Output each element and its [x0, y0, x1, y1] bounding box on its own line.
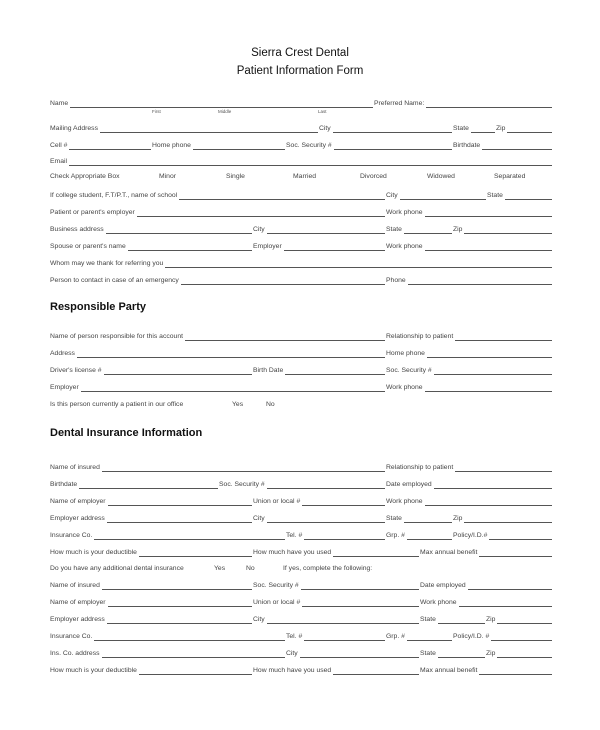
- field-label-address: Address: [50, 350, 75, 357]
- field-label-state: State: [386, 515, 402, 522]
- field-label-work-phone: Work phone: [386, 209, 423, 216]
- soc-security-input[interactable]: [434, 374, 552, 375]
- field-label-name-of-employer: Name of employer: [50, 498, 106, 505]
- whom-may-we-thank-for-referring-you-input[interactable]: [165, 267, 552, 268]
- tel-input[interactable]: [304, 539, 385, 540]
- field-label-spouse-or-parent-s-name: Spouse or parent's name: [50, 243, 126, 250]
- option-do-you-have-any-additional-dental-insurance: Do you have any additional dental insurance: [50, 565, 184, 572]
- field-label-tel: Tel. #: [286, 532, 303, 539]
- field-label-home-phone: Home phone: [386, 350, 425, 357]
- field-label-union-or-local: Union or local #: [253, 599, 301, 606]
- field-label-name-of-insured: Name of insured: [50, 582, 100, 589]
- name-of-employer-input[interactable]: [108, 606, 252, 607]
- preferred-name-input[interactable]: [426, 107, 552, 108]
- field-label-business-address: Business address: [50, 226, 104, 233]
- option-check-appropriate-box: Check Appropriate Box: [50, 173, 120, 180]
- field-label-ins-co-address: Ins. Co. address: [50, 650, 100, 657]
- city-input[interactable]: [267, 623, 419, 624]
- work-phone-input[interactable]: [425, 216, 552, 217]
- name-of-employer-input[interactable]: [108, 505, 252, 506]
- field-label-work-phone: Work phone: [420, 599, 457, 606]
- home-phone-input[interactable]: [427, 357, 552, 358]
- max-annual-benefit-input[interactable]: [479, 556, 552, 557]
- field-label-preferred-name: Preferred Name:: [374, 100, 425, 107]
- field-label-soc-security: Soc. Security #: [253, 582, 299, 589]
- field-label-work-phone: Work phone: [386, 243, 423, 250]
- field-label-state: State: [487, 192, 503, 199]
- field-label-relationship-to-patient: Relationship to patient: [386, 464, 454, 471]
- option-separated[interactable]: Separated: [494, 173, 526, 180]
- field-label-name-of-employer: Name of employer: [50, 599, 106, 606]
- state-input[interactable]: [404, 233, 452, 234]
- field-label-city: City: [386, 192, 398, 199]
- state-input[interactable]: [438, 657, 485, 658]
- employer-input[interactable]: [81, 391, 385, 392]
- tel-input[interactable]: [304, 640, 385, 641]
- name-input[interactable]: [70, 107, 373, 108]
- city-input[interactable]: [267, 522, 385, 523]
- option-if-yes-complete-the-following[interactable]: If yes, complete the following:: [283, 565, 373, 572]
- name-sublabel-last: Last: [318, 109, 327, 114]
- field-label-grp: Grp. #: [386, 532, 405, 539]
- grp-input[interactable]: [407, 640, 452, 641]
- soc-security-input[interactable]: [301, 589, 419, 590]
- city-input[interactable]: [300, 657, 419, 658]
- option-yes[interactable]: Yes: [232, 401, 244, 408]
- field-label-max-annual-benefit: Max annual benefit: [420, 549, 478, 556]
- relationship-to-patient-input[interactable]: [455, 340, 552, 341]
- zip-input[interactable]: [464, 522, 552, 523]
- insurance-co-input[interactable]: [94, 539, 285, 540]
- field-label-city: City: [253, 226, 265, 233]
- option-yes[interactable]: Yes: [214, 565, 226, 572]
- option-single[interactable]: Single: [226, 173, 245, 180]
- field-label-policy-i-d: Policy/I.D.#: [453, 532, 488, 539]
- field-label-city: City: [253, 616, 265, 623]
- field-label-cell: Cell #: [50, 142, 68, 149]
- field-label-how-much-have-you-used: How much have you used: [253, 549, 332, 556]
- field-label-policy-i-d: Policy/I.D. #: [453, 633, 490, 640]
- field-label-how-much-is-your-deductible: How much is your deductible: [50, 667, 137, 674]
- field-label-zip: Zip: [453, 226, 463, 233]
- person-to-contact-in-case-of-an-emergency-input[interactable]: [181, 284, 385, 285]
- field-label-birthdate: Birthdate: [453, 142, 481, 149]
- cell-input[interactable]: [69, 149, 151, 150]
- field-label-grp: Grp. #: [386, 633, 405, 640]
- field-label-birthdate: Birthdate: [50, 481, 78, 488]
- field-label-city: City: [253, 515, 265, 522]
- field-label-zip: Zip: [453, 515, 463, 522]
- field-label-state: State: [453, 125, 469, 132]
- field-label-insurance-co: Insurance Co.: [50, 633, 93, 640]
- how-much-have-you-used-input[interactable]: [333, 674, 419, 675]
- field-label-soc-security: Soc. Security #: [386, 367, 432, 374]
- field-label-insurance-co: Insurance Co.: [50, 532, 93, 539]
- field-label-home-phone: Home phone: [152, 142, 191, 149]
- field-label-max-annual-benefit: Max annual benefit: [420, 667, 478, 674]
- date-employed-input[interactable]: [468, 589, 552, 590]
- grp-input[interactable]: [407, 539, 452, 540]
- employer-input[interactable]: [284, 250, 385, 251]
- mailing-address-input[interactable]: [100, 132, 318, 133]
- field-label-date-employed: Date employed: [386, 481, 432, 488]
- field-label-soc-security: Soc. Security #: [219, 481, 265, 488]
- section-heading-responsible-party: Responsible Party: [50, 301, 146, 313]
- birth-date-input[interactable]: [285, 374, 385, 375]
- field-label-tel: Tel. #: [286, 633, 303, 640]
- state-input[interactable]: [505, 199, 552, 200]
- name-sublabel-first: First: [152, 109, 161, 114]
- field-label-state: State: [420, 616, 436, 623]
- phone-input[interactable]: [408, 284, 552, 285]
- field-label-employer-address: Employer address: [50, 515, 105, 522]
- soc-security-input[interactable]: [267, 488, 385, 489]
- field-label-person-to-contact-in-case-of-an-emergency: Person to contact in case of an emergency: [50, 277, 179, 284]
- field-label-name-of-insured: Name of insured: [50, 464, 100, 471]
- option-divorced[interactable]: Divorced: [360, 173, 387, 180]
- option-married[interactable]: Married: [293, 173, 317, 180]
- zip-input[interactable]: [464, 233, 552, 234]
- birthdate-input[interactable]: [79, 488, 218, 489]
- field-label-employer: Employer: [253, 243, 282, 250]
- name-of-insured-input[interactable]: [102, 589, 252, 590]
- section-heading-dental-insurance-information: Dental Insurance Information: [50, 427, 203, 439]
- zip-input[interactable]: [497, 623, 552, 624]
- zip-input[interactable]: [507, 132, 552, 133]
- driver-s-license-input[interactable]: [104, 374, 252, 375]
- work-phone-input[interactable]: [425, 391, 552, 392]
- field-label-zip: Zip: [496, 125, 506, 132]
- birthdate-input[interactable]: [482, 149, 552, 150]
- option-is-this-person-currently-a-patient-in-our-office: Is this person currently a patient in our office: [50, 401, 184, 408]
- field-label-birth-date: Birth Date: [253, 367, 284, 374]
- state-input[interactable]: [404, 522, 452, 523]
- state-input[interactable]: [471, 132, 495, 133]
- zip-input[interactable]: [497, 657, 552, 658]
- field-label-employer: Employer: [50, 384, 79, 391]
- field-label-how-much-have-you-used: How much have you used: [253, 667, 332, 674]
- insurance-co-input[interactable]: [94, 640, 285, 641]
- city-input[interactable]: [267, 233, 385, 234]
- how-much-is-your-deductible-input[interactable]: [139, 674, 252, 675]
- field-label-state: State: [420, 650, 436, 657]
- home-phone-input[interactable]: [193, 149, 285, 150]
- spouse-or-parent-s-name-input[interactable]: [128, 250, 252, 251]
- city-input[interactable]: [400, 199, 486, 200]
- date-employed-input[interactable]: [434, 488, 552, 489]
- state-input[interactable]: [438, 623, 485, 624]
- work-phone-input[interactable]: [459, 606, 552, 607]
- field-label-whom-may-we-thank-for-referring-you: Whom may we thank for referring you: [50, 260, 164, 267]
- field-label-if-college-student-f-t-p-t-name-of-school: If college student, F.T/P.T., name of school: [50, 192, 178, 199]
- field-label-zip: Zip: [486, 650, 496, 657]
- patient-or-parent-s-employer-input[interactable]: [137, 216, 385, 217]
- if-college-student-f-t-p-t-name-of-school-input[interactable]: [179, 199, 385, 200]
- form-subtitle: Patient Information Form: [236, 65, 364, 77]
- field-label-relationship-to-patient: Relationship to patient: [386, 333, 454, 340]
- business-address-input[interactable]: [106, 233, 252, 234]
- field-label-phone: Phone: [386, 277, 406, 284]
- name-of-insured-input[interactable]: [102, 471, 385, 472]
- field-label-name: Name: [50, 100, 69, 107]
- field-label-mailing-address: Mailing Address: [50, 125, 98, 132]
- address-input[interactable]: [77, 357, 385, 358]
- field-label-name-of-person-responsible-for-this-account: Name of person responsible for this account: [50, 333, 183, 340]
- field-label-email: Email: [50, 158, 67, 165]
- work-phone-input[interactable]: [425, 505, 552, 506]
- max-annual-benefit-input[interactable]: [479, 674, 552, 675]
- field-label-city: City: [319, 125, 331, 132]
- union-or-local-input[interactable]: [302, 505, 385, 506]
- policy-i-d-input[interactable]: [491, 640, 552, 641]
- option-no[interactable]: No: [266, 401, 275, 408]
- field-label-work-phone: Work phone: [386, 498, 423, 505]
- soc-security-input[interactable]: [334, 149, 452, 150]
- employer-address-input[interactable]: [107, 522, 252, 523]
- how-much-have-you-used-input[interactable]: [333, 556, 419, 557]
- how-much-is-your-deductible-input[interactable]: [139, 556, 252, 557]
- employer-address-input[interactable]: [107, 623, 252, 624]
- policy-i-d-input[interactable]: [489, 539, 552, 540]
- email-input[interactable]: [69, 165, 552, 166]
- union-or-local-input[interactable]: [302, 606, 419, 607]
- name-sublabel-middle: Middle: [218, 109, 232, 114]
- field-label-date-employed: Date employed: [420, 582, 466, 589]
- field-label-employer-address: Employer address: [50, 616, 105, 623]
- field-label-soc-security: Soc. Security #: [286, 142, 332, 149]
- option-minor[interactable]: Minor: [159, 173, 176, 180]
- city-input[interactable]: [333, 132, 452, 133]
- field-label-driver-s-license: Driver's license #: [50, 367, 102, 374]
- field-label-city: City: [286, 650, 298, 657]
- form-title: Sierra Crest Dental: [251, 47, 349, 59]
- field-label-state: State: [386, 226, 402, 233]
- field-label-how-much-is-your-deductible: How much is your deductible: [50, 549, 137, 556]
- name-of-person-responsible-for-this-account-input[interactable]: [185, 340, 385, 341]
- relationship-to-patient-input[interactable]: [455, 471, 552, 472]
- field-label-work-phone: Work phone: [386, 384, 423, 391]
- work-phone-input[interactable]: [425, 250, 552, 251]
- option-widowed[interactable]: Widowed: [427, 173, 455, 180]
- ins-co-address-input[interactable]: [102, 657, 285, 658]
- field-label-patient-or-parent-s-employer: Patient or parent's employer: [50, 209, 135, 216]
- field-label-zip: Zip: [486, 616, 496, 623]
- option-no[interactable]: No: [246, 565, 255, 572]
- field-label-union-or-local: Union or local #: [253, 498, 301, 505]
